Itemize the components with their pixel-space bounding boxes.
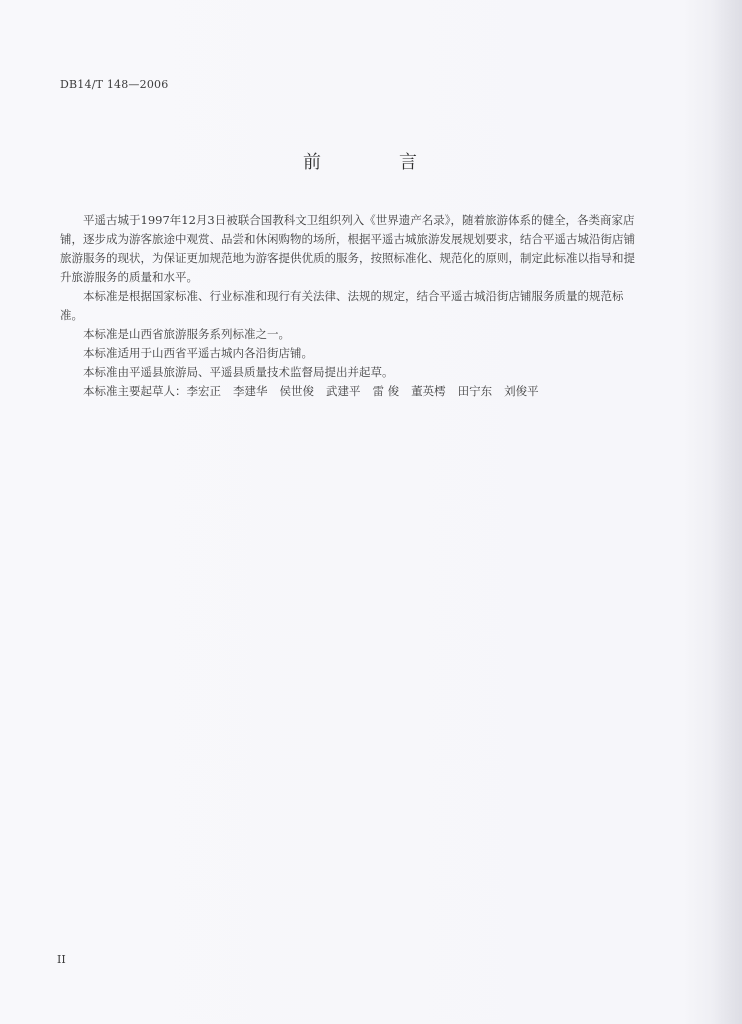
drafters-label: 本标准主要起草人： bbox=[83, 384, 187, 398]
drafter-name: 田宁东 bbox=[457, 384, 493, 398]
drafter-name: 侯世俊 bbox=[279, 384, 314, 398]
drafter-name: 雷 俊 bbox=[372, 384, 400, 398]
drafter-name: 刘俊平 bbox=[504, 384, 539, 398]
drafter-name: 武建平 bbox=[326, 384, 361, 398]
paragraph-series: 本标准是山西省旅游服务系列标准之一。 bbox=[83, 327, 290, 341]
paragraph-proposer: 本标准由平遥县旅游局、平遥县质量技术监督局提出并起草。 bbox=[83, 365, 394, 379]
paragraph-intro: 平遥古城于1997年12月3日被联合国教科文卫组织列入《世界遗产名录》，随着旅游体系的健全，各类商家店铺，逐步成为游客旅途中观赏、品尝和休闲购物的场所，根据平遥古城旅游发展规划要求，结合平遥古城沿街店铺旅游服务的现状，为保证更加规范地为游客提供优质的服务，按照标准化、规范化的原则，制定此标准以指导和提升旅游服务的质量和水平。 bbox=[60, 213, 635, 284]
paragraph-basis: 本标准是根据国家标准、行业标准和现行有关法律、法规的规定，结合平遥古城沿街店铺服务质量的规范标准。 bbox=[60, 289, 624, 322]
drafter-name: 李宏正 bbox=[186, 384, 221, 398]
drafters-line bbox=[60, 382, 640, 401]
page-title: 前 言 bbox=[303, 152, 447, 173]
paragraph-scope: 本标准适用于山西省平遥古城内各沿街店铺。 bbox=[83, 346, 313, 360]
drafter-name: 董英樗 bbox=[411, 384, 446, 398]
drafter-name: 李建华 bbox=[233, 384, 268, 398]
foreword-body bbox=[60, 211, 640, 401]
document-code: DB14/T 148—2006 bbox=[60, 78, 169, 91]
page-number: II bbox=[57, 953, 66, 966]
